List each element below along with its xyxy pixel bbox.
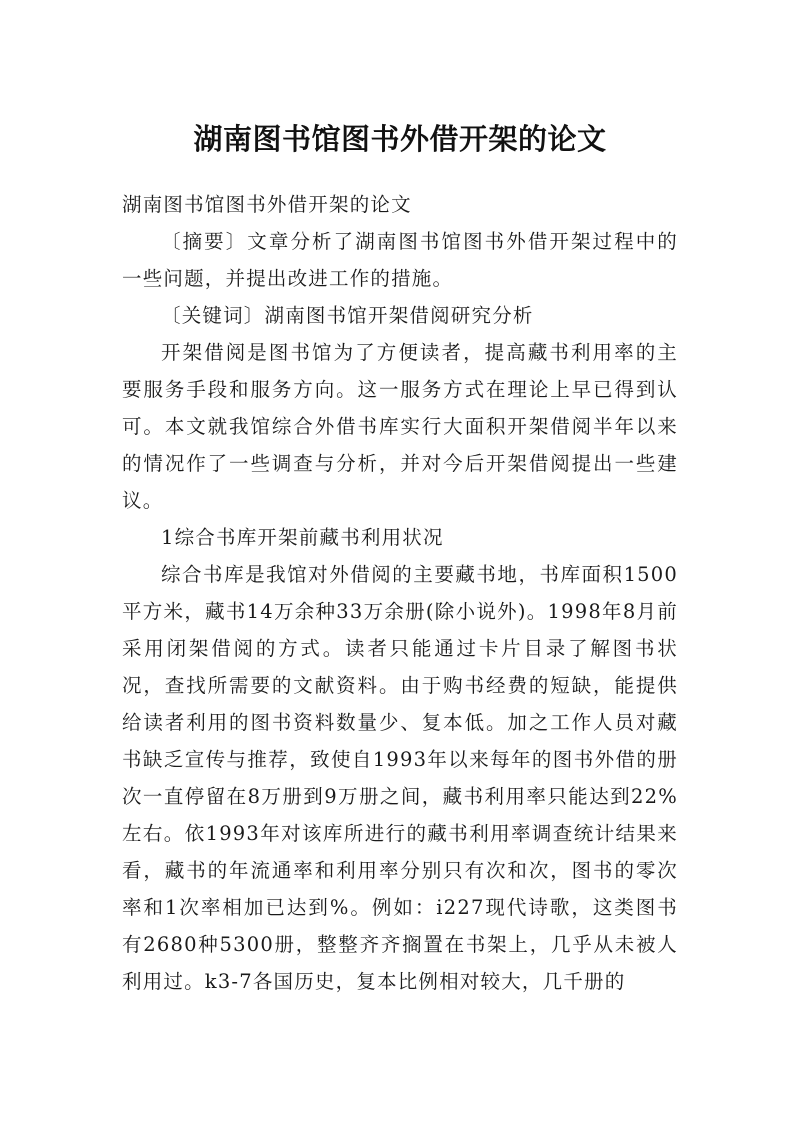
section-heading: 1综合书库开架前藏书利用状况 xyxy=(161,526,444,549)
paragraph-keywords: 〔关键词〕湖南图书馆开架借阅研究分析 xyxy=(161,304,534,327)
document-body xyxy=(122,186,678,1000)
paragraph-intro: 开架借阅是图书馆为了方便读者，提高藏书利用率的主要服务手段和服务方向。这一服务方式在理论上早已得到认可。本文就我馆综合外借书库实行大面积开架借阅半年以来的情况作了一些调查与分析，并对今后开架借阅提出一些建议。 xyxy=(122,341,678,512)
paragraph-abstract: 〔摘要〕文章分析了湖南图书馆图书外借开架过程中的一些问题，并提出改进工作的措施。 xyxy=(122,230,678,290)
document-title: 湖南图书馆图书外借开架的论文 xyxy=(193,122,607,157)
paragraph-section-body: 综合书库是我馆对外借阅的主要藏书地，书库面积1500平方米，藏书14万余种33万余册(除小说外)。1998年8月前采用闭架借阅的方式。读者只能通过卡片目录了解图书状况，查找所需要的文献资料。由于购书经费的短缺，能提供给读者利用的图书资料数量少、复本低。加之工作人员对藏书缺乏宣传与推荐，致使自1993年以来每年的图书外借的册次一直停留在8万册到9万册之间，藏书利用率只能达到22%左右。依1993年对该库所进行的藏书利用率调查统计结果来看，藏书的年流通率和利用率分别只有次和次，图书的零次率和1次率相加已达到%。例如：i227现代诗歌，这类图书有2680种5300册，整整齐齐搁置在书架上，几乎从未被人利用过。k3-7各国历史，复本比例相对较大，几千册的 xyxy=(122,563,678,993)
paragraph-heading: 湖南图书馆图书外借开架的论文 xyxy=(122,193,412,216)
